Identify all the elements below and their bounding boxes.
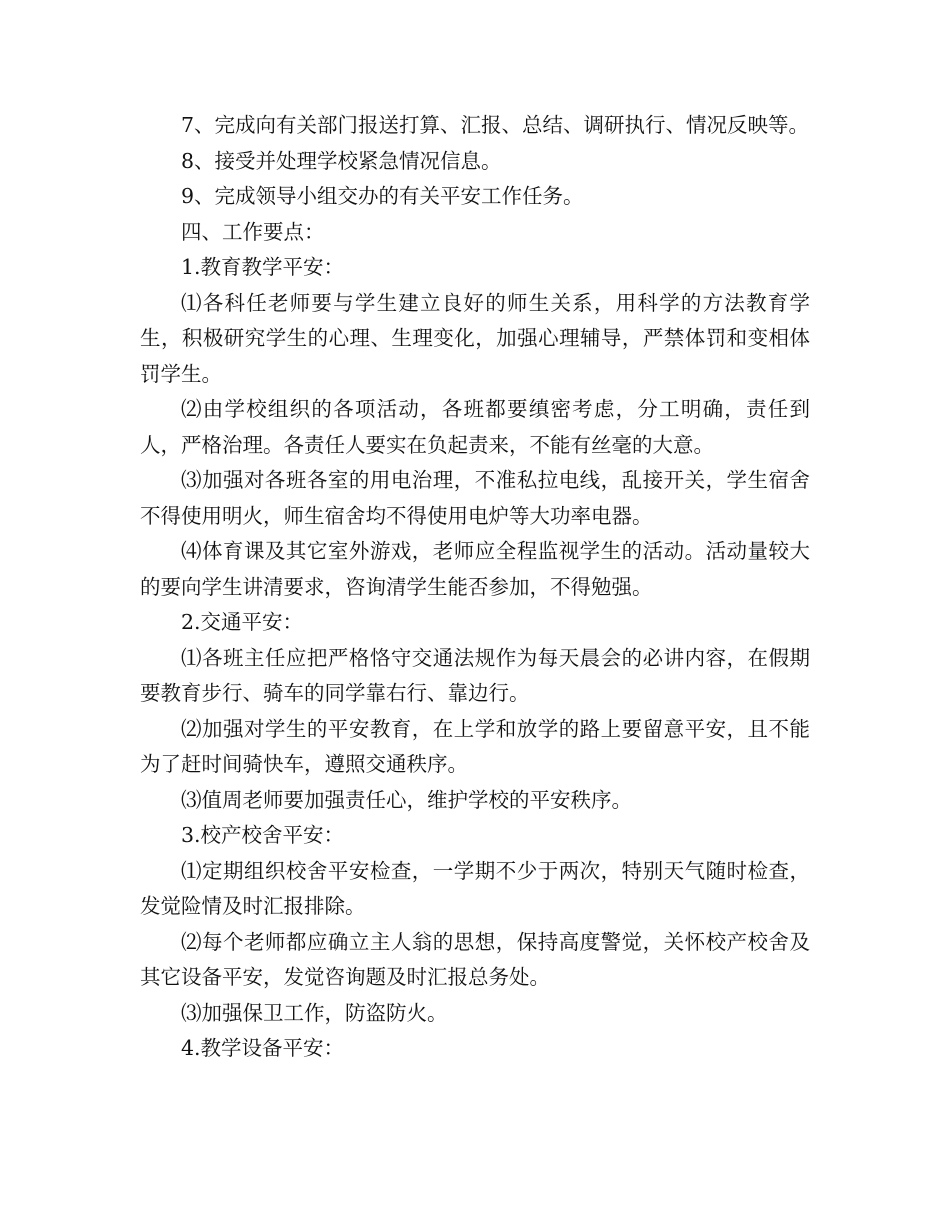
subsection-heading: 2.交通平安： bbox=[181, 610, 304, 634]
paragraph: 8、接受并处理学校紧急情况信息。 bbox=[181, 148, 502, 173]
subsection-heading: 1.教育教学平安： bbox=[181, 255, 345, 279]
paragraph: 7、完成向有关部门报送打算、汇报、总结、调研执行、情况反映等。 bbox=[181, 113, 810, 137]
paragraph: ⑴各科任老师要与学生建立良好的师生关系，用科学的方法教育学生，积极研究学生的心理、生理变化，加强心理辅导，严禁体罚和变相体罚学生。 bbox=[140, 290, 810, 386]
paragraph: ⑵每个老师都应确立主人翁的思想，保持高度警觉，关怀校产校舍及其它设备平安，发觉咨询题及时汇报总务处。 bbox=[140, 929, 810, 989]
paragraph: ⑴各班主任应把严格恪守交通法规作为每天晨会的必讲内容，在假期要教育步行、骑车的同学靠右行、靠边行。 bbox=[140, 645, 810, 705]
paragraph: ⑴定期组织校舍平安检查，一学期不少于两次，特别天气随时检查，发觉险情及时汇报排除。 bbox=[140, 858, 810, 918]
paragraph: ⑵由学校组织的各项活动，各班都要缜密考虑，分工明确，责任到人，严格治理。各责任人要实在负起责来，不能有丝毫的大意。 bbox=[140, 397, 810, 457]
document-body bbox=[140, 108, 810, 1067]
paragraph: ⑶加强对各班各室的用电治理，不准私拉电线，乱接开关，学生宿舍不得使用明火，师生宿舍均不得使用电炉等大功率电器。 bbox=[140, 468, 810, 528]
section-heading: 四、工作要点： bbox=[181, 219, 325, 244]
paragraph: ⑵加强对学生的平安教育，在上学和放学的路上要留意平安，且不能为了赶时间骑快车，遵照交通秩序。 bbox=[140, 716, 810, 776]
paragraph: 9、完成领导小组交办的有关平安工作任务。 bbox=[181, 184, 584, 208]
paragraph: ⑷体育课及其它室外游戏，老师应全程监视学生的活动。活动量较大的要向学生讲清要求，咨询清学生能否参加，不得勉强。 bbox=[140, 539, 810, 599]
paragraph: ⑶加强保卫工作，防盗防火。 bbox=[181, 1000, 448, 1025]
subsection-heading: 3.校产校舍平安： bbox=[181, 823, 345, 847]
subsection-heading: 4.教学设备平安： bbox=[181, 1036, 345, 1060]
paragraph: ⑶值周老师要加强责任心，维护学校的平安秩序。 bbox=[181, 787, 632, 812]
